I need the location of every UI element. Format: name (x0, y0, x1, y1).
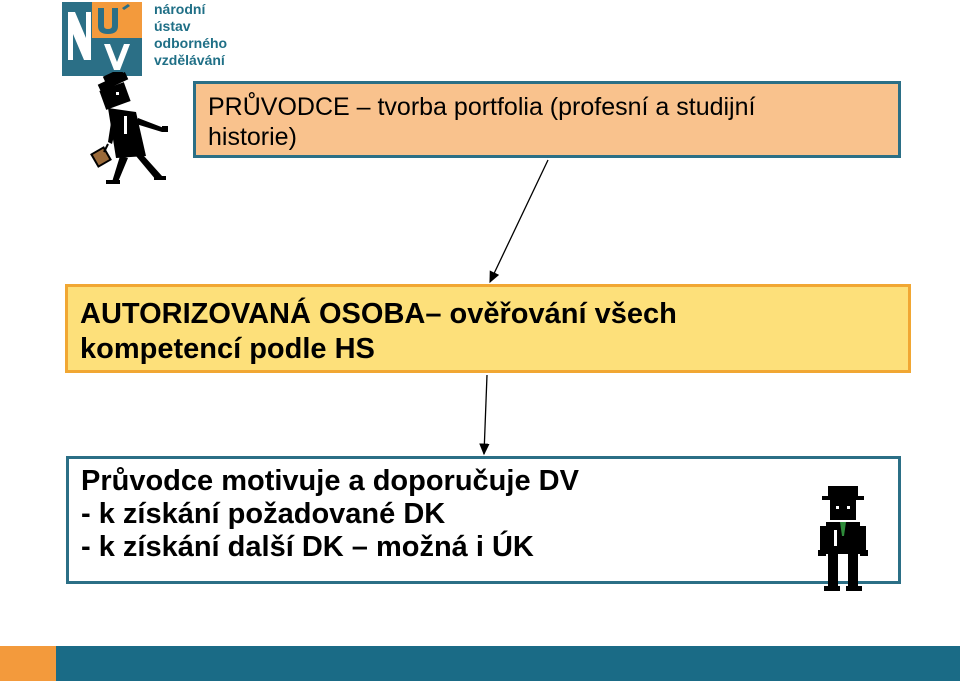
authorized-person-box (65, 284, 911, 373)
box2-line: AUTORIZOVANÁ OSOBA– ověřování všech (80, 298, 677, 330)
arrow-box2-to-box3 (484, 375, 487, 454)
footer-orange-bar (0, 646, 56, 681)
arrow-box1-to-box2 (490, 160, 548, 282)
box1-line: PRŮVODCE – tvorba portfolia (profesní a studijní (208, 93, 756, 121)
box3-line: Průvodce motivuje a doporučuje DV (81, 465, 579, 497)
footer-blue-bar (56, 646, 960, 681)
walking-businessman-icon (86, 72, 186, 190)
box3-line: - k získání další DK – možná i ÚK (81, 531, 534, 563)
box3-line: - k získání požadované DK (81, 498, 446, 530)
standing-businessman-icon (814, 486, 874, 594)
logo-line: ústav (154, 18, 191, 34)
guide-motivation-box (66, 456, 901, 584)
logo-line: odborného (154, 35, 228, 51)
portfolio-guide-box (193, 81, 901, 158)
box1-line: historie) (208, 123, 297, 151)
logo-line: národní (154, 1, 206, 17)
logo-line: vzdělávání (154, 52, 225, 68)
box2-line: kompetencí podle HS (80, 333, 375, 365)
